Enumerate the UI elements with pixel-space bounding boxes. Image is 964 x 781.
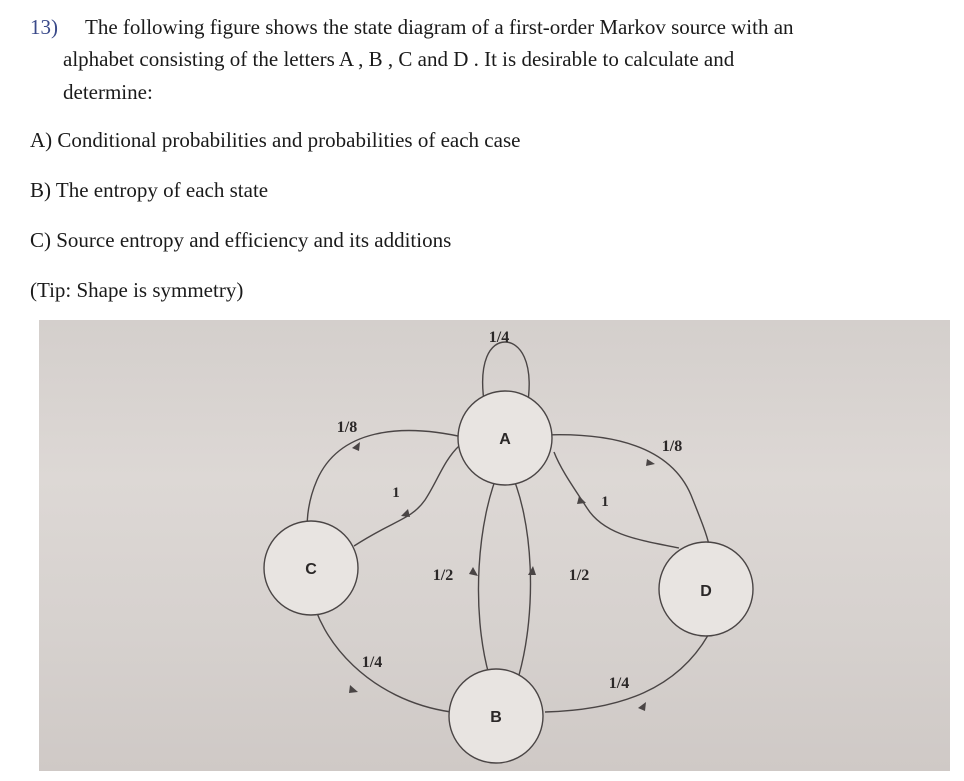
arrow-a-to-b <box>469 567 478 576</box>
arrow-b-to-a <box>528 566 536 575</box>
label-a-self: 1/4 <box>488 329 510 346</box>
question-number: 13) <box>30 15 58 39</box>
edge-a-to-d <box>545 435 709 545</box>
task-item-b: B) The entropy of each state <box>30 178 269 202</box>
arrow-c-to-b <box>349 685 358 693</box>
arrow-a-to-d <box>646 459 655 466</box>
label-b-to-a: 1/2 <box>568 567 590 584</box>
state-diagram-figure <box>39 320 950 771</box>
node-a-label: A <box>499 431 511 448</box>
label-b-to-d: 1/4 <box>608 675 630 692</box>
task-item-a: A) Conditional probabilities and probabilities of each case <box>30 128 521 152</box>
label-d-to-a: 1 <box>601 494 609 510</box>
label-a-to-d: 1/8 <box>661 438 683 455</box>
question-text-line-2: alphabet consisting of the letters A , B , C and D . It is desirable to calculate and <box>63 47 735 71</box>
arrow-b-to-d <box>638 702 646 711</box>
node-b-label: B <box>490 709 502 726</box>
task-item-c: C) Source entropy and efficiency and its additions <box>30 228 452 252</box>
edge-c-to-a <box>354 446 459 546</box>
node-d-label: D <box>700 583 712 600</box>
label-a-to-b: 1/2 <box>432 567 454 584</box>
state-diagram <box>39 320 950 771</box>
label-c-to-b: 1/4 <box>361 654 383 671</box>
question-text-line-1: The following figure shows the state diagram of a first-order Markov source with an <box>85 15 794 39</box>
question-text-line-3: determine: <box>63 80 153 104</box>
edge-b-to-d <box>545 630 711 712</box>
label-a-to-c: 1/8 <box>336 419 358 436</box>
edge-d-to-a <box>554 452 679 548</box>
tip-text: (Tip: Shape is symmetry) <box>30 278 244 302</box>
label-c-to-a: 1 <box>392 485 400 501</box>
node-c-label: C <box>305 561 317 578</box>
arrow-a-to-c <box>352 442 360 451</box>
edge-a-to-b <box>478 468 500 675</box>
arrow-c-to-a <box>401 509 410 517</box>
edge-b-to-a <box>509 468 530 675</box>
arrow-d-to-a <box>577 496 586 504</box>
